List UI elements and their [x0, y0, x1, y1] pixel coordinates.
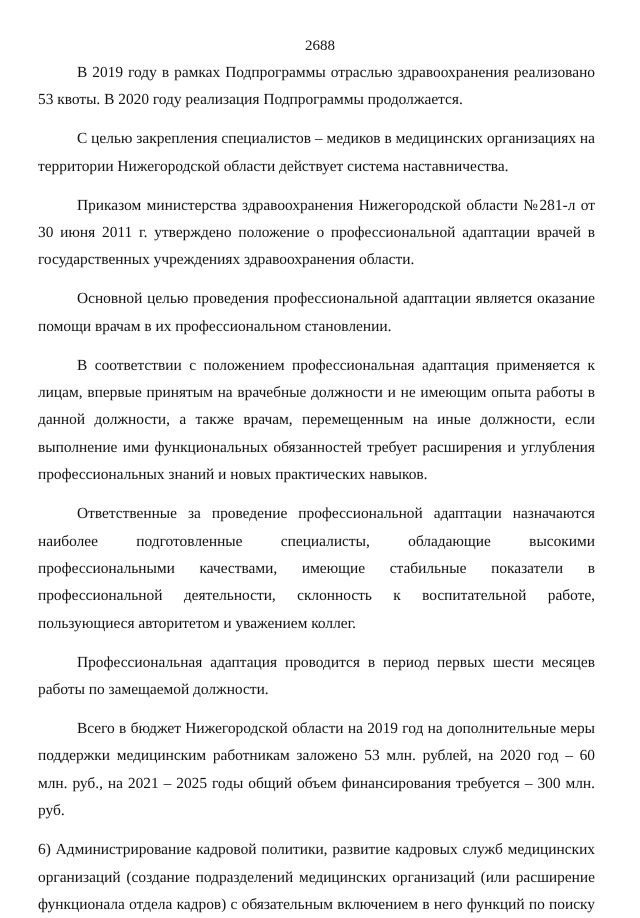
- paragraph-mentoring-system: С целью закрепления специалистов – медиков в медицинских организациях на территории Нижегородской области действует система наставничества.: [38, 130, 595, 175]
- paragraph-responsible-persons: Ответственные за проведение профессиональной адаптации назначаются наиболее подготовленные специалисты, обладающие высокими профессиональными качествами, имеющие стабильные показатели в профессиональной деятельности, склонность к воспитательной работе, пользующиеся авторитетом и уважением коллег.: [38, 505, 595, 632]
- paragraph-adaptation-goal: Основной целью проведения профессиональной адаптации является оказание помощи врачам в их профессиональном становлении.: [38, 290, 595, 335]
- paragraph-budget-funding: Всего в бюджет Нижегородской области на 2019 год на дополнительные меры поддержки медицинским работникам заложено 53 млн. рублей, на 2020 год – 60 млн. руб., на 2021 – 2025 годы общий объем финансирования требуется – 300 млн. руб.: [38, 720, 595, 820]
- page-number: 2688: [305, 38, 335, 54]
- paragraph-adaptation-scope: В соответствии с положением профессиональная адаптация применяется к лицам, впервые принятым на врачебные должности и не имеющим опыта работы в данной должности, а также врачам, перемещенным на иные должности, если выполнение ими функциональных обязанностей требует расширения и углубления профессиональных знаний и новых практических навыков.: [38, 356, 595, 484]
- paragraph-hr-policy: 6) Администрирование кадровой политики, развитие кадровых служб медицинских организаций (создание подразделений медицинских организаций (или расширение функционала отдела кадров) с обязательным включением в него функций по поиску: [38, 841, 595, 913]
- paragraph-ministry-order: Приказом министерства здравоохранения Нижегородской области №281-л от 30 июня 2011 г. утверждено положение о профессиональной адаптации врачей в государственных учреждениях здравоохранения области.: [38, 196, 595, 269]
- document-body: [38, 59, 595, 918]
- paragraph-quotas-2019: В 2019 году в рамках Подпрограммы отраслью здравоохранения реализовано 53 квоты. В 2020 году реализация Подпрограммы продолжается.: [38, 64, 595, 109]
- paragraph-adaptation-period: Профессиональная адаптация проводится в период первых шести месяцев работы по замещаемой должности.: [38, 653, 595, 699]
